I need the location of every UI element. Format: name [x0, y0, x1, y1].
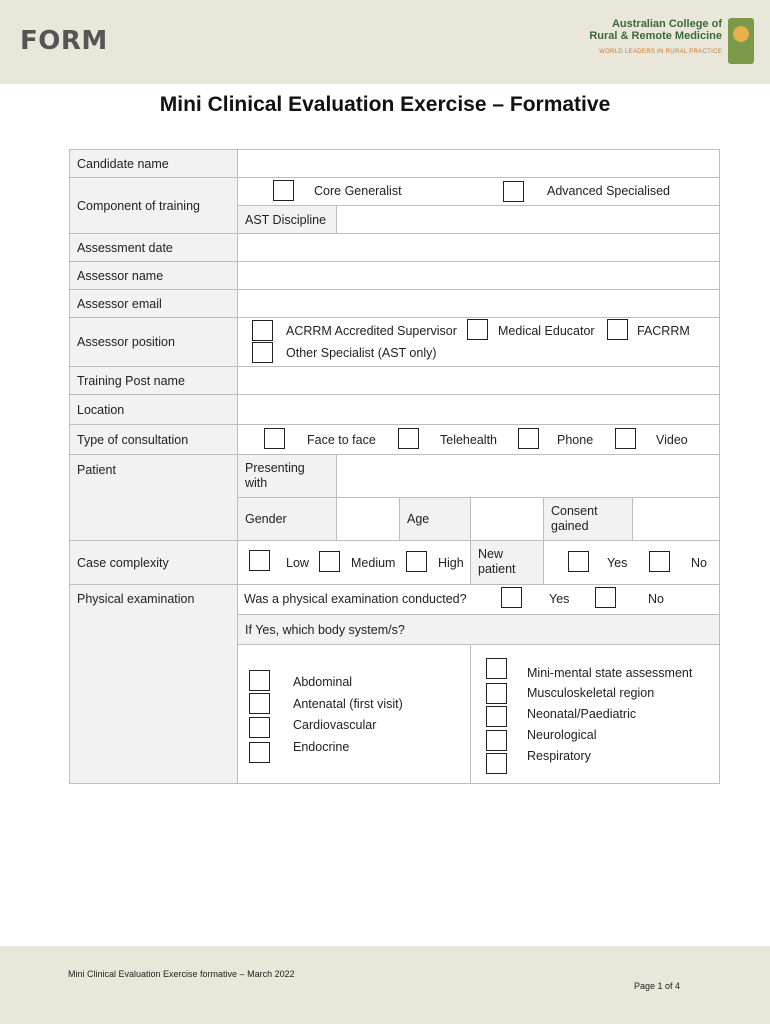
system-label-respiratory: Respiratory: [527, 749, 591, 763]
new-patient-no-label: No: [691, 556, 707, 570]
high-checkbox[interactable]: [406, 551, 427, 572]
facrrm-label: FACRRM: [637, 324, 690, 338]
patient-label-cell: [69, 454, 238, 541]
system-label-cardiovascular: Cardiovascular: [293, 718, 377, 732]
other-specialist-label: Other Specialist (AST only): [286, 346, 437, 360]
pe-yes-checkbox[interactable]: [501, 587, 522, 608]
pe-question-label: Was a physical examination conducted?: [244, 592, 467, 606]
assessor-name-label: Assessor name: [69, 261, 238, 290]
body-systems-left-cell: [237, 644, 471, 784]
assessment-date-label: Assessment date: [69, 233, 238, 262]
form-heading: FORM: [20, 26, 108, 56]
system-label-neonatal: Neonatal/Paediatric: [527, 707, 637, 721]
core-generalist-checkbox[interactable]: [273, 180, 294, 201]
assessor-email-field[interactable]: [237, 289, 720, 318]
age-label: Age: [399, 497, 471, 541]
assessment-date-field[interactable]: [237, 233, 720, 262]
video-label: Video: [656, 433, 688, 447]
facrrm-checkbox[interactable]: [607, 319, 628, 340]
phone-label: Phone: [557, 433, 594, 447]
pe-no-label: No: [648, 592, 664, 606]
logo-tagline: WORLD LEADERS IN RURAL PRACTICE: [599, 49, 722, 55]
candidate-name-field[interactable]: [237, 149, 720, 178]
phone-checkbox[interactable]: [518, 428, 539, 449]
face-to-face-label: Face to face: [307, 433, 376, 447]
telehealth-checkbox[interactable]: [398, 428, 419, 449]
training-post-name-label: Training Post name: [69, 366, 238, 395]
page-title: Mini Clinical Evaluation Exercise – Formative: [159, 93, 611, 116]
acrrm-supervisor-checkbox[interactable]: [252, 320, 273, 341]
system-label-abdominal: Abdominal: [293, 675, 353, 689]
footer-document-name: Mini Clinical Evaluation Exercise formative – March 2022: [68, 969, 295, 979]
location-label: Location: [69, 394, 238, 425]
consent-gained-field[interactable]: [632, 497, 720, 541]
other-specialist-checkbox[interactable]: [252, 342, 273, 363]
physical-examination-label-cell: [69, 584, 238, 784]
assessor-position-label: Assessor position: [69, 317, 238, 367]
case-complexity-label: Case complexity: [69, 540, 238, 585]
new-patient-no-checkbox[interactable]: [649, 551, 670, 572]
logo-line-1: Australian College of: [611, 18, 722, 30]
core-generalist-label: Core Generalist: [314, 184, 402, 198]
body-systems-question: If Yes, which body system/s?: [237, 614, 720, 645]
logo-text: [589, 18, 722, 58]
medical-educator-label: Medical Educator: [498, 324, 595, 338]
system-checkbox-antenatal[interactable]: [249, 693, 270, 714]
system-checkbox-musculoskeletal[interactable]: [486, 683, 507, 704]
system-label-endocrine: Endocrine: [293, 740, 350, 754]
training-post-name-field[interactable]: [237, 366, 720, 395]
system-label-mini-mental: Mini-mental state assessment: [527, 666, 693, 680]
system-checkbox-cardiovascular[interactable]: [249, 717, 270, 738]
advanced-specialised-label: Advanced Specialised: [547, 184, 670, 198]
medium-label: Medium: [351, 556, 396, 570]
component-of-training-label: Component of training: [69, 177, 238, 234]
system-label-musculoskeletal: Musculoskeletal region: [527, 686, 655, 700]
advanced-specialised-checkbox[interactable]: [503, 181, 524, 202]
gender-label: Gender: [237, 497, 337, 541]
patient-label: Patient: [77, 463, 116, 477]
new-patient-label: New patient: [470, 540, 544, 585]
low-checkbox[interactable]: [249, 550, 270, 571]
medium-checkbox[interactable]: [319, 551, 340, 572]
physical-examination-label: Physical examination: [77, 592, 195, 606]
telehealth-label: Telehealth: [440, 433, 497, 447]
assessor-email-label: Assessor email: [69, 289, 238, 318]
new-patient-yes-label: Yes: [607, 556, 628, 570]
presenting-with-label: Presenting with: [237, 454, 337, 498]
face-to-face-checkbox[interactable]: [264, 428, 285, 449]
pe-no-checkbox[interactable]: [595, 587, 616, 608]
type-of-consultation-label: Type of consultation: [69, 424, 238, 455]
video-checkbox[interactable]: [615, 428, 636, 449]
logo-line-2: Rural & Remote Medicine: [589, 30, 722, 42]
presenting-with-field[interactable]: [336, 454, 720, 498]
low-label: Low: [286, 556, 309, 570]
high-label: High: [438, 556, 464, 570]
ast-discipline-field[interactable]: [336, 205, 720, 234]
pe-yes-label: Yes: [549, 592, 570, 606]
consent-gained-label: Consent gained: [543, 497, 633, 541]
gender-field[interactable]: [336, 497, 400, 541]
ast-discipline-label: AST Discipline: [237, 205, 337, 234]
system-checkbox-mini-mental[interactable]: [486, 658, 507, 679]
system-checkbox-neonatal[interactable]: [486, 706, 507, 727]
system-checkbox-abdominal[interactable]: [249, 670, 270, 691]
age-field[interactable]: [470, 497, 544, 541]
system-label-antenatal: Antenatal (first visit): [293, 697, 403, 711]
candidate-name-label: Candidate name: [69, 149, 238, 178]
acrrm-logo: [589, 18, 754, 64]
system-checkbox-endocrine[interactable]: [249, 742, 270, 763]
system-checkbox-respiratory[interactable]: [486, 753, 507, 774]
medical-educator-checkbox[interactable]: [467, 319, 488, 340]
system-checkbox-neurological[interactable]: [486, 730, 507, 751]
acrrm-supervisor-label: ACRRM Accredited Supervisor: [286, 324, 457, 338]
logo-emblem-icon: [728, 18, 754, 64]
new-patient-yes-checkbox[interactable]: [568, 551, 589, 572]
footer-page-number: Page 1 of 4: [634, 981, 681, 991]
assessor-name-field[interactable]: [237, 261, 720, 290]
system-label-neurological: Neurological: [527, 728, 597, 742]
location-field[interactable]: [237, 394, 720, 425]
